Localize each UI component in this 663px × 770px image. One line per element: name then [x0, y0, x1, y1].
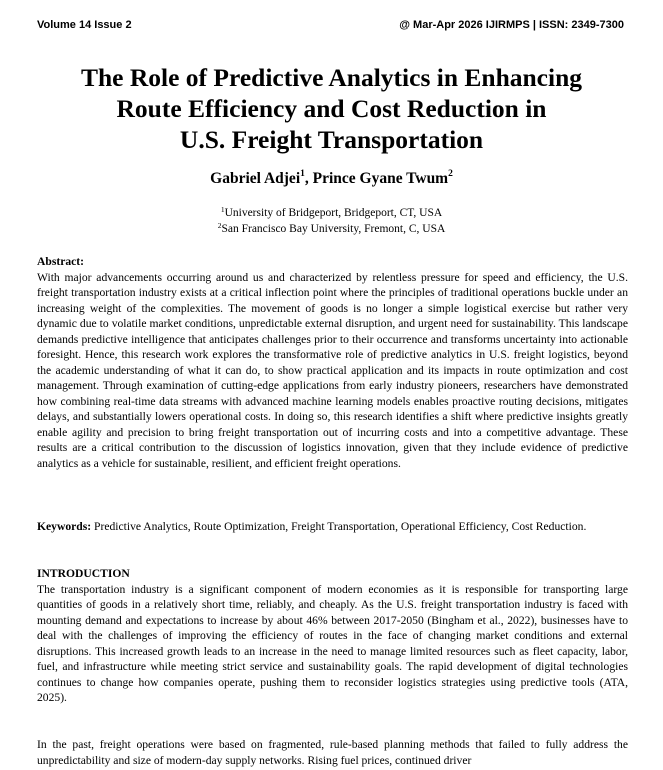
affiliation-mark: 1: [220, 205, 225, 214]
abstract-heading: Abstract:: [37, 255, 85, 268]
journal-info: @ Mar-Apr 2026 IJIRMPS | ISSN: 2349-7300: [399, 19, 624, 31]
keywords: [37, 519, 628, 535]
title-line: Route Efficiency and Cost Reduction in: [116, 94, 547, 123]
abstract-text: With major advancements occurring around us and characterized by relentless pressure for speed and efficiency, the U.S. freight transportation industry exists at a critical inflection point where the principles of traditional operations buckle under an increasing weight of the complexities. The movement of goods is no longer a simple logistical exercise but rather very dynamic due to volatile market conditions, unpredictable external disruption, and urgent need for sustainability. This landscape demands predictive intelligence that anticipates challenges prior to their occurrence and transforms uncertainty into actionable foresight. Hence, this research work explores the transformative role of predictive analytics in U.S. freight logistics, beyond the academic understanding of what it can do, to show practical application and its impacts in route optimization and cost management. Through examination of cutting-edge applications from early industry pioneers, researchers have demonstrated how combining real-time data streams with advanced machine learning models enables proactive routing decisions, mitigates delays, and substantially lowers operational costs. In doing so, this research identifies a shift where predictive insights greatly enable agility and precision to bring freight transportation out of incurring costs and into a competitive advantage. These results are a critical contribution to the discussion of logistics innovation, given that they include evidence of predictive analytics as a vehicle for sustainable, resilient, and efficient freight operations.: [37, 270, 628, 470]
author-affiliation-mark: 2: [448, 169, 453, 179]
affiliations: [0, 206, 663, 237]
affiliation: [0, 206, 663, 222]
introduction-paragraph: In the past, freight operations were based on fragmented, rule-based planning methods that failed to fully address the unpredictability and size of modern-day supply networks. Rising fuel prices, continued driver: [37, 738, 628, 767]
author-name: Gabriel Adjei: [210, 170, 301, 187]
author-affiliation-mark: 1: [300, 169, 305, 179]
paper-title: [0, 62, 663, 155]
author-list: [0, 170, 663, 188]
title-line: U.S. Freight Transportation: [179, 125, 484, 154]
keywords-label: Keywords:: [37, 520, 92, 533]
introduction-paragraph: The transportation industry is a significant component of modern economies as it is responsible for transporting large quantities of goods in a relatively short time, reliably, and cheaply. As the U.S. freight transportation industry is faced with mounting demand and expectations to increase by about 46% between 2017-2050 (Bingham et al., 2022), businesses have to deal with the challenges of improving the efficiency of routes in the face of changing market conditions and external disruptions. This increased growth leads to an increase in the need to manage limited resources such as fleet capacity, labor, fuel, and infrastructure while meeting strict service and sustainability goals. The rapid development of digital technologies continues to change how companies operate, pushing them to reconsider logistics strategies using predictive tools (ATA, 2025).: [37, 582, 628, 704]
running-header: [37, 19, 624, 31]
affiliation-text: University of Bridgeport, Bridgeport, CT, USA: [224, 207, 443, 219]
section-heading-introduction: INTRODUCTION: [37, 567, 130, 580]
volume-issue: Volume 14 Issue 2: [37, 19, 132, 31]
affiliation: [0, 222, 663, 238]
keywords-text: Predictive Analytics, Route Optimization, Freight Transportation, Operational Efficiency, Cost Reduction.: [91, 520, 587, 533]
author-separator: ,: [304, 170, 313, 187]
author-name: Prince Gyane Twum: [312, 170, 449, 187]
affiliation-mark: 2: [217, 220, 222, 230]
title-line: The Role of Predictive Analytics in Enhancing: [80, 63, 583, 92]
affiliation-text: San Francisco Bay University, Fremont, C, USA: [221, 222, 446, 235]
